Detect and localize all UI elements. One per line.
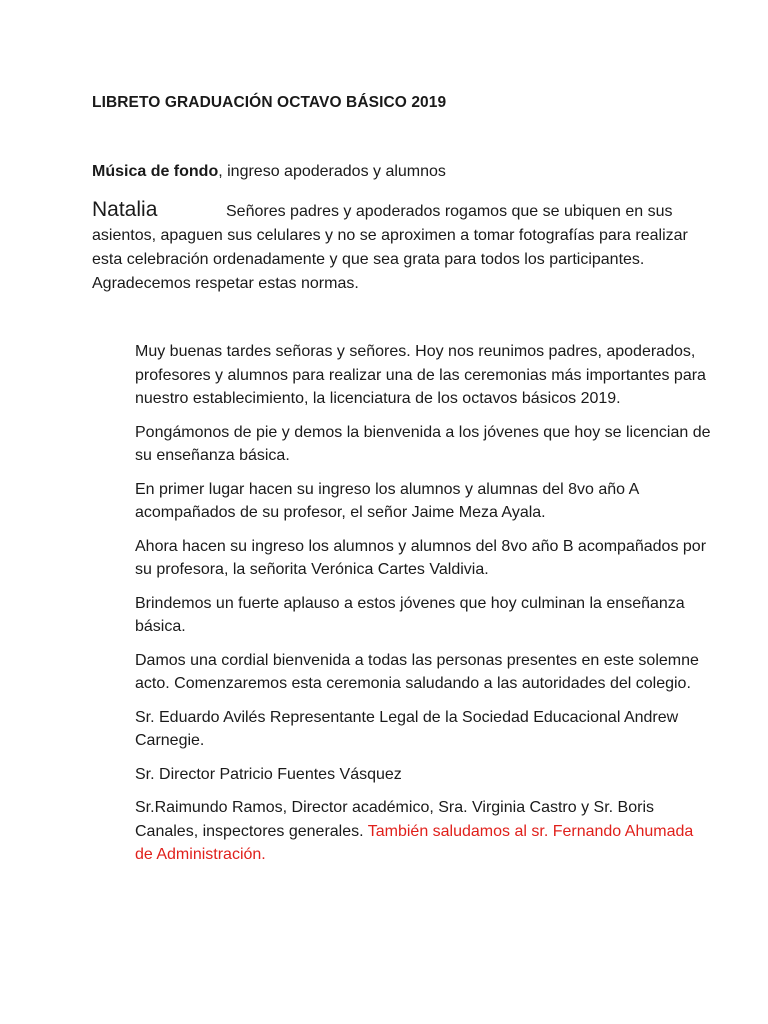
speech-paragraph: Sr. Eduardo Avilés Representante Legal de la Sociedad Educacional Andrew Carnegie. [135, 708, 679, 749]
speaker-block [92, 198, 692, 296]
speech-paragraph: En primer lugar hacen su ingreso los alumnos y alumnas del 8vo año A acompañados de su profesor, el señor Jaime Meza Ayala. [135, 480, 639, 521]
speech-paragraph: Muy buenas tardes señoras y señores. Hoy nos reunimos padres, apoderados, profesores y alumnos para realizar una de las ceremonias más importantes para nuestro establecimiento, la licenciatura de los octavos básicos 2019. [135, 343, 706, 407]
speech-paragraph: Sr. Director Patricio Fuentes Vásquez [135, 765, 402, 783]
speech-paragraph-last [135, 796, 715, 867]
speech-paragraph: Ahora hacen su ingreso los alumnos y alumnos del 8vo año B acompañados por su profesora, la señorita Verónica Cartes Valdivia. [135, 537, 707, 578]
speech-paragraph: Pongámonos de pie y demos la bienvenida a los jóvenes que hoy se licencian de su enseñanza básica. [135, 423, 711, 464]
document-title: LIBRETO GRADUACIÓN OCTAVO BÁSICO 2019 [92, 94, 447, 111]
speech-paragraph: Brindemos un fuerte aplauso a estos jóvenes que hoy culminan la enseñanza básica. [135, 594, 685, 635]
intro-rest: , ingreso apoderados y alumnos [218, 163, 446, 180]
highlighted-red-text: También saludamos al sr. Fernando Ahumada de Administración. [135, 822, 694, 863]
speech-paragraph: Damos una cordial bienvenida a todas las personas presentes en este solemne acto. Comenzaremos esta ceremonia saludando a las autoridades del colegio. [135, 651, 699, 692]
speech-body [135, 340, 715, 877]
last-paragraph-text: Sr.Raimundo Ramos, Director académico, Sra. Virginia Castro y Sr. Boris Canales, inspectores generales. [135, 799, 655, 840]
speaker-text: Señores padres y apoderados rogamos que se ubiquen en sus asientos, apaguen sus celulares y no se aproximen a tomar fotografías para realizar esta celebración ordenadamente y que sea grata para todos los participantes. Agradecemos respetar estas normas. [92, 203, 688, 292]
intro-bold: Música de fondo [92, 163, 219, 180]
speaker-name: Natalia [92, 198, 158, 221]
intro-line [92, 163, 446, 181]
